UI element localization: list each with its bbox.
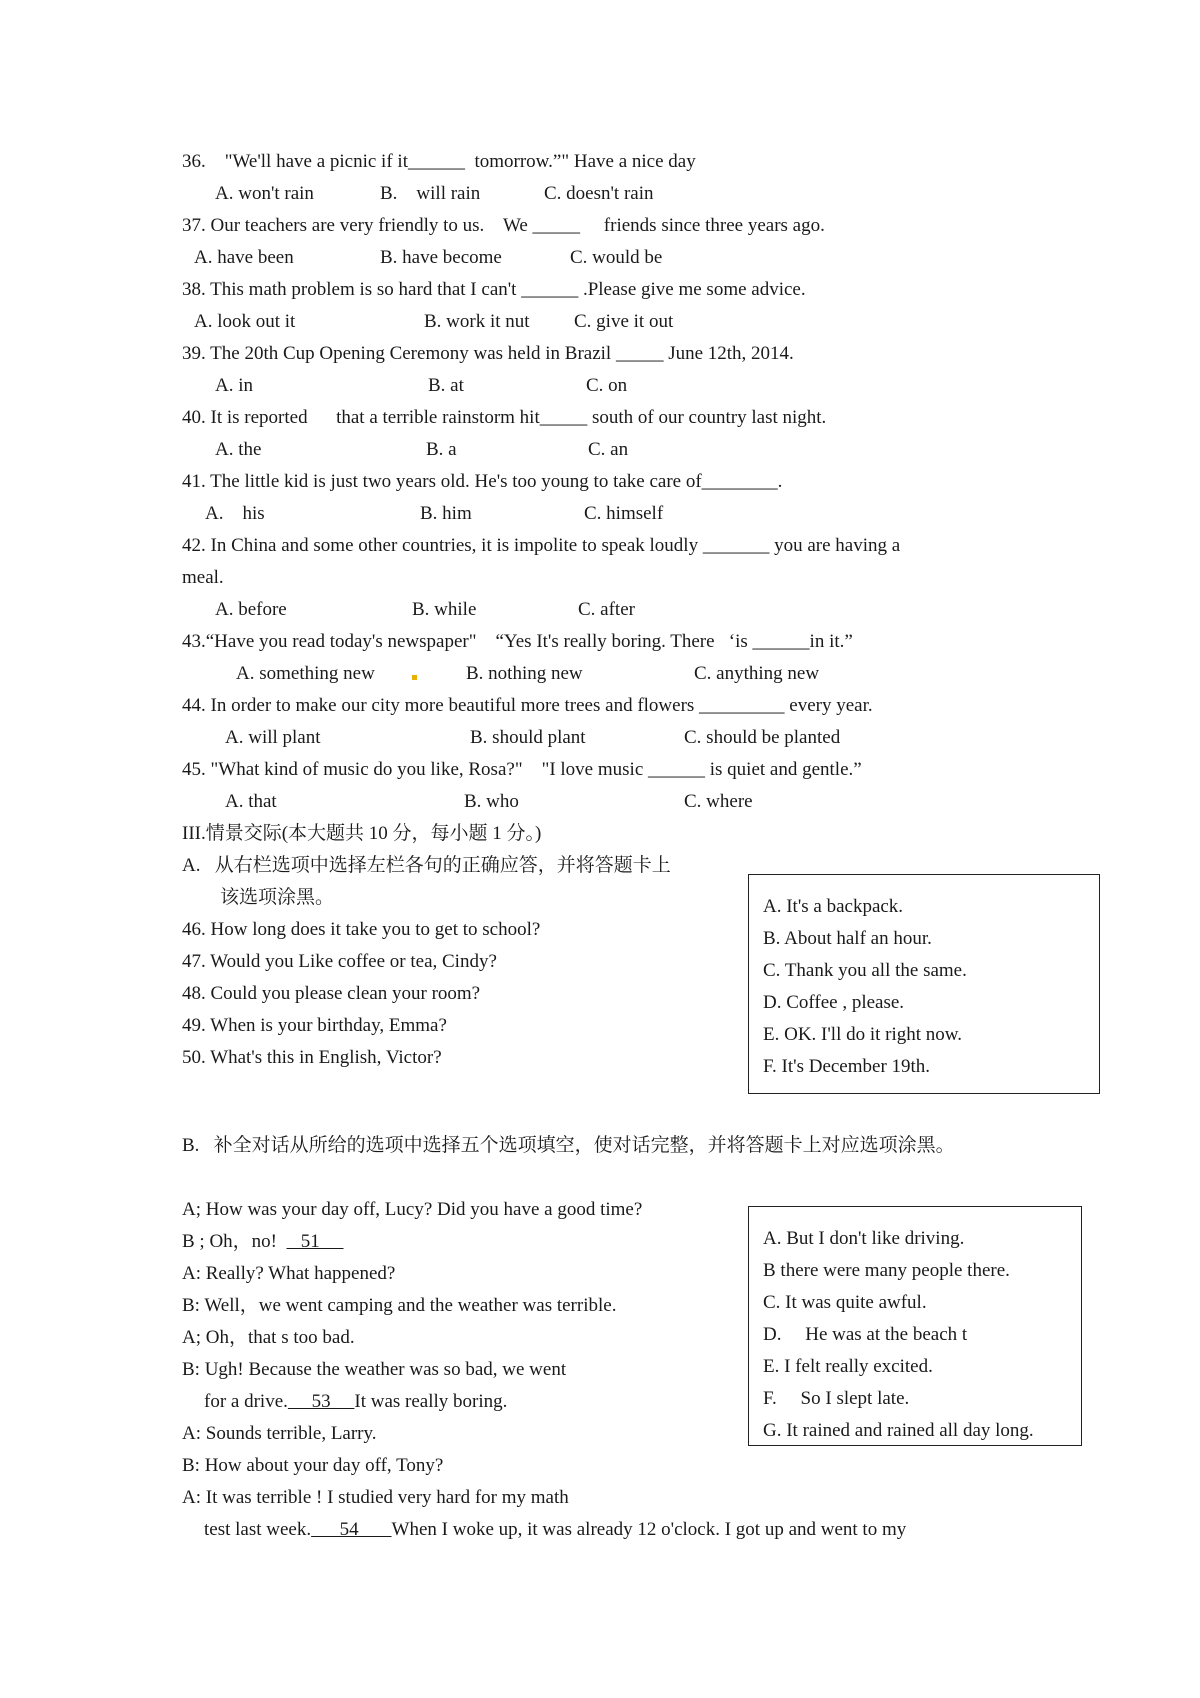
dialog-choice-d: D. He was at the beach t: [763, 1324, 968, 1345]
question-41: 41. The little kid is just two years old. He's too young to take care of________.: [182, 471, 783, 492]
option-42-a: A. before: [215, 599, 287, 620]
blank-53: 53: [287, 1391, 355, 1412]
yellow-mark: [412, 675, 417, 680]
part-a-instruction: A. 从右栏选项中选择左栏各句的正确应答，并将答题卡上: [182, 855, 671, 876]
dialog-line-11: [204, 1518, 906, 1542]
option-37-a: A. have been: [194, 247, 294, 268]
choice-e: E. OK. I'll do it right now.: [763, 1024, 963, 1045]
question-39: 39. The 20th Cup Opening Ceremony was held in Brazil _____ June 12th, 2014.: [182, 343, 794, 364]
question-42: 42. In China and some other countries, it is impolite to speak loudly _______ you are having a: [182, 535, 901, 556]
dialog-choice-g: G. It rained and rained all day long.: [763, 1420, 1034, 1441]
part-a-instruction-continued: 该选项涂黑。: [220, 887, 335, 908]
option-40-c: C. an: [588, 439, 629, 460]
dialog-line-2: [182, 1230, 344, 1254]
option-39-a: A. in: [215, 375, 253, 396]
option-42-b: B. while: [412, 599, 477, 620]
dialog-line-11-tail: When I woke up, it was already 12 o'clock. I got up and went to my: [391, 1519, 907, 1540]
option-37-b: B. have become: [380, 247, 502, 268]
blank-51: 51: [286, 1231, 344, 1252]
part-b-choices-box: [748, 1206, 1082, 1446]
section-3-title: III.情景交际(本大题共 10 分，每小题 1 分。): [182, 823, 542, 844]
question-36: 36. "We'll have a picnic if it______ tomorrow.”" Have a nice day: [182, 151, 696, 172]
dialog-line-7-text: for a drive.: [204, 1391, 288, 1412]
option-41-c: C. himself: [584, 503, 664, 524]
choice-f: F. It's December 19th.: [763, 1056, 931, 1077]
option-45-b: B. who: [464, 791, 519, 812]
option-42-c: C. after: [578, 599, 635, 620]
blank-54: 54: [311, 1519, 392, 1540]
item-47: 47. Would you Like coffee or tea, Cindy?: [182, 951, 497, 972]
dialog-line-10: A: It was terrible ! I studied very hard for my math: [182, 1487, 569, 1508]
dialog-choice-f: F. So I slept late.: [763, 1388, 910, 1409]
option-41-a: A. his: [205, 503, 265, 524]
question-37: 37. Our teachers are very friendly to us. We _____ friends since three years ago.: [182, 215, 825, 236]
choice-a: A. It's a backpack.: [763, 896, 904, 917]
choice-d: D. Coffee , please.: [763, 992, 905, 1013]
option-36-b: B. will rain: [380, 183, 481, 204]
item-49: 49. When is your birthday, Emma?: [182, 1015, 447, 1036]
item-46: 46. How long does it take you to get to school?: [182, 919, 541, 940]
dialog-line-11-text: test last week.: [204, 1519, 312, 1540]
dialog-line-9: B: How about your day off, Tony?: [182, 1455, 444, 1476]
option-44-c: C. should be planted: [684, 727, 841, 748]
dialog-line-8: A: Sounds terrible, Larry.: [182, 1423, 377, 1444]
dialog-line-4: B: Well，we went camping and the weather was terrible.: [182, 1295, 617, 1316]
part-b-instruction: B. 补全对话从所给的选项中选择五个选项填空，使对话完整，并将答题卡上对应选项涂黑。: [182, 1135, 955, 1156]
dialog-line-1: A; How was your day off, Lucy? Did you have a good time?: [182, 1199, 643, 1220]
dialog-choice-b: B there were many people there.: [763, 1260, 1010, 1281]
dialog-choice-a: A. But I don't like driving.: [763, 1228, 965, 1249]
dialog-line-6: B: Ugh! Because the weather was so bad, we went: [182, 1359, 567, 1380]
dialog-line-7-tail: It was really boring.: [354, 1391, 508, 1412]
option-43-b: B. nothing new: [466, 663, 583, 684]
dialog-line-5: A; Oh，that s too bad.: [182, 1327, 355, 1348]
item-50: 50. What's this in English, Victor?: [182, 1047, 442, 1068]
question-45: 45. "What kind of music do you like, Rosa?" "I love music ______ is quiet and gentle.”: [182, 759, 862, 780]
dialog-choice-e: E. I felt really excited.: [763, 1356, 933, 1377]
dialog-line-7: [204, 1390, 507, 1414]
dialog-line-3: A: Really? What happened?: [182, 1263, 396, 1284]
question-38: 38. This math problem is so hard that I can't ______ .Please give me some advice.: [182, 279, 806, 300]
option-37-c: C. would be: [570, 247, 663, 268]
option-38-b: B. work it nut: [424, 311, 530, 332]
option-45-a: A. that: [225, 791, 277, 812]
part-a-choices-box: [748, 874, 1100, 1094]
option-45-c: C. where: [684, 791, 753, 812]
option-36-c: C. doesn't rain: [544, 183, 654, 204]
option-40-a: A. the: [215, 439, 262, 460]
option-39-c: C. on: [586, 375, 628, 396]
option-43-a: A. something new: [236, 663, 375, 684]
option-36-a: A. won't rain: [215, 183, 314, 204]
option-41-b: B. him: [420, 503, 472, 524]
item-48: 48. Could you please clean your room?: [182, 983, 481, 1004]
option-39-b: B. at: [428, 375, 464, 396]
question-43: 43.“Have you read today's newspaper" “Yes It's really boring. There ‘is ______in it.”: [182, 631, 853, 652]
question-42-continued: meal.: [182, 567, 224, 588]
dialog-line-2-text: B ; Oh，no!: [182, 1231, 287, 1252]
question-40: 40. It is reported that a terrible rainstorm hit_____ south of our country last night.: [182, 407, 827, 428]
option-44-b: B. should plant: [470, 727, 586, 748]
question-44: 44. In order to make our city more beautiful more trees and flowers _________ every year.: [182, 695, 873, 716]
option-43-c: C. anything new: [694, 663, 820, 684]
choice-b: B. About half an hour.: [763, 928, 932, 949]
option-44-a: A. will plant: [225, 727, 321, 748]
choice-c: C. Thank you all the same.: [763, 960, 967, 981]
option-38-c: C. give it out: [574, 311, 674, 332]
dialog-choice-c: C. It was quite awful.: [763, 1292, 927, 1313]
option-40-b: B. a: [426, 439, 457, 460]
option-38-a: A. look out it: [194, 311, 296, 332]
